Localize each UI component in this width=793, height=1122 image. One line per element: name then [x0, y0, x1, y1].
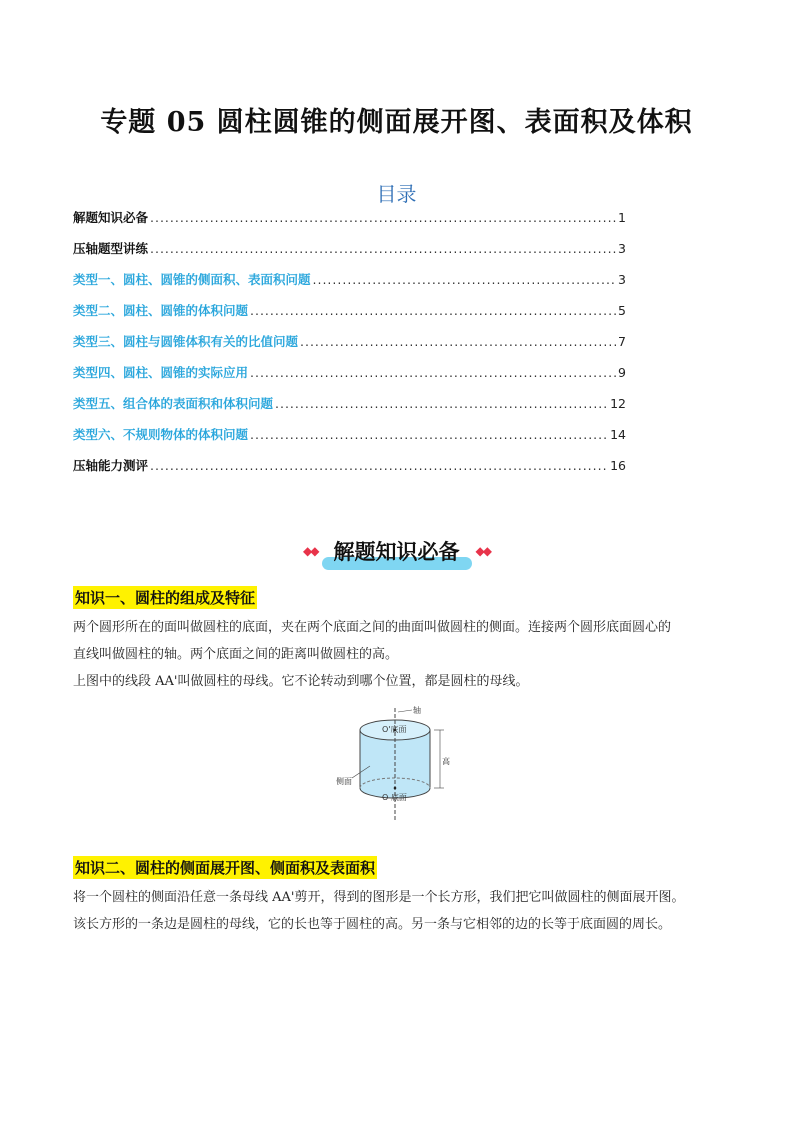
- toc-entry-label: 类型五、组合体的表面积和体积问题: [73, 396, 274, 411]
- section-banner-title: 解题知识必备: [324, 536, 470, 566]
- toc-entry[interactable]: [73, 363, 626, 394]
- diamond-right-icon: ◆◆: [475, 544, 490, 558]
- toc-entry[interactable]: [73, 270, 626, 301]
- toc-leader: [150, 239, 616, 259]
- toc-entry-label: 类型六、不规则物体的体积问题: [73, 427, 249, 442]
- side-label: 侧面: [336, 777, 352, 786]
- toc-entry-label: 压轴题型讲练: [73, 241, 149, 256]
- toc-entry-page: 9: [618, 365, 626, 380]
- cylinder-diagram: [330, 704, 460, 824]
- toc-entry[interactable]: [73, 332, 626, 363]
- paragraph: 两个圆形所在的面叫做圆柱的底面，夹在两个底面之间的曲面叫做圆柱的侧面。连接两个圆形底面圆心的: [73, 620, 672, 635]
- paragraph: 直线叫做圆柱的轴。两个底面之间的距离叫做圆柱的高。: [73, 647, 399, 662]
- toc-entry-label: 类型四、圆柱、圆锥的实际应用: [73, 365, 249, 380]
- toc-leader: [150, 456, 608, 476]
- toc-entry[interactable]: [73, 208, 626, 239]
- bottom-base-label: O 底面: [382, 793, 407, 802]
- paragraph: 将一个圆柱的侧面沿任意一条母线 AA'剪开，得到的图形是一个长方形，我们把它叫做圆柱的侧面展开图。: [73, 890, 685, 905]
- section-banner: [0, 533, 793, 569]
- toc-entry[interactable]: [73, 425, 626, 456]
- toc-heading: 目录: [376, 182, 417, 206]
- paragraph: 该长方形的一条边是圆柱的母线，它的长也等于圆柱的高。另一条与它相邻的边的长等于底面圆的周长。: [73, 917, 672, 932]
- toc-entry-label: 类型二、圆柱、圆锥的体积问题: [73, 303, 249, 318]
- knowledge-heading-2: 知识二、圆柱的侧面展开图、侧面积及表面积: [73, 856, 377, 879]
- toc-entry-page: 3: [618, 241, 626, 256]
- toc-entry-page: 16: [610, 458, 626, 473]
- toc-entry-page: 3: [618, 272, 626, 287]
- page-title: 专题 05 圆柱圆锥的侧面展开图、表面积及体积: [100, 107, 693, 138]
- toc-leader: [250, 301, 616, 321]
- toc-entry-page: 7: [618, 334, 626, 349]
- toc-entry-label: 类型一、圆柱、圆锥的侧面积、表面积问题: [73, 272, 311, 287]
- toc-entry-page: 1: [618, 210, 626, 225]
- toc-leader: [250, 425, 608, 445]
- toc-leader: [150, 208, 616, 228]
- toc-leader: [275, 394, 608, 414]
- paragraph: 上图中的线段 AA'叫做圆柱的母线。它不论转动到哪个位置，都是圆柱的母线。: [73, 674, 529, 689]
- toc-leader: [300, 332, 616, 352]
- toc-entry-label: 类型三、圆柱与圆锥体积有关的比值问题: [73, 334, 299, 349]
- toc-entry[interactable]: [73, 301, 626, 332]
- toc-entry-label: 压轴能力测评: [73, 458, 149, 473]
- toc-entry-label: 解题知识必备: [73, 210, 149, 225]
- top-base-label: O'底面: [382, 725, 407, 734]
- toc-entry[interactable]: [73, 394, 626, 425]
- knowledge-heading-1: 知识一、圆柱的组成及特征: [73, 586, 257, 609]
- table-of-contents: [73, 208, 626, 487]
- diamond-left-icon: ◆◆: [303, 544, 318, 558]
- toc-leader: [250, 363, 616, 383]
- toc-entry-page: 14: [610, 427, 626, 442]
- toc-entry-page: 12: [610, 396, 626, 411]
- axis-label: 轴: [413, 706, 421, 715]
- toc-entry[interactable]: [73, 239, 626, 270]
- height-label: 高: [442, 757, 450, 766]
- toc-entry[interactable]: [73, 456, 626, 487]
- toc-leader: [313, 270, 617, 290]
- toc-entry-page: 5: [618, 303, 626, 318]
